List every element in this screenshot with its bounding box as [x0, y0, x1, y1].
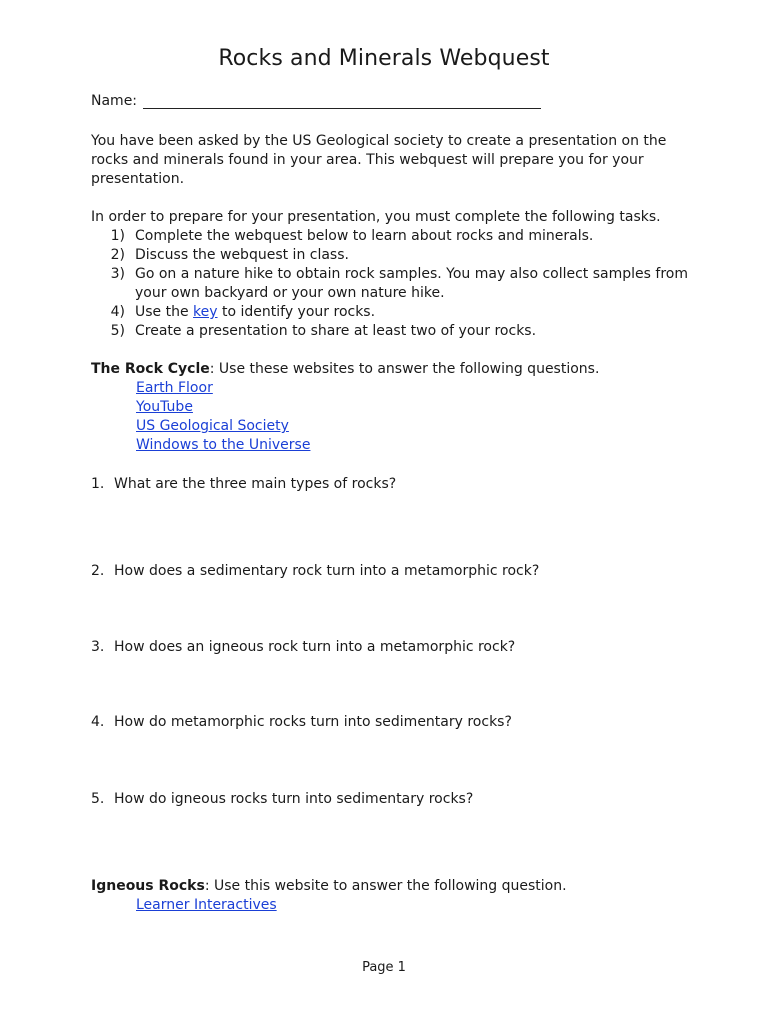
- task-text-after-link: to identify your rocks.: [217, 304, 376, 320]
- task-number: 4): [110, 304, 125, 320]
- task-text: Discuss the webquest in class.: [135, 247, 349, 263]
- question-text: How does a sedimentary rock turn into a metamorphic rock?: [114, 563, 540, 579]
- rock-cycle-link-list: [136, 379, 310, 455]
- question-number: 4.: [91, 714, 105, 730]
- question-number: 5.: [91, 791, 105, 807]
- task-text: Create a presentation to share at least two of your rocks.: [135, 323, 537, 339]
- task-item: [91, 265, 691, 303]
- tasks-intro: In order to prepare for your presentation, you must complete the following tasks.: [91, 209, 661, 225]
- igneous-link-list: [136, 896, 277, 915]
- page-title: Rocks and Minerals Webquest: [218, 46, 550, 71]
- task-text-before-link: Use the: [135, 304, 194, 320]
- name-label: Name:: [91, 93, 138, 109]
- task-number: 3): [110, 266, 125, 282]
- earth-floor-link[interactable]: Earth Floor: [136, 380, 213, 396]
- task-text: Go on a nature hike to obtain rock samples. You may also collect samples from your own backyard or your own nature hike.: [135, 266, 688, 301]
- task-list: [91, 227, 691, 341]
- page-number: Page 1: [362, 960, 406, 975]
- question-text: How do metamorphic rocks turn into sedimentary rocks?: [114, 714, 512, 730]
- task-item: [91, 322, 691, 341]
- question-number: 2.: [91, 563, 105, 579]
- task-item: [91, 227, 691, 246]
- igneous-heading-row: [91, 877, 711, 896]
- question-text: What are the three main types of rocks?: [114, 476, 397, 492]
- name-row: [91, 93, 541, 109]
- task-text: [135, 303, 691, 322]
- rock-cycle-heading-row: [91, 360, 711, 379]
- key-link[interactable]: key: [193, 304, 218, 320]
- learner-interactives-link[interactable]: Learner Interactives: [136, 897, 277, 913]
- question-5: [91, 790, 711, 809]
- question-3: [91, 638, 711, 657]
- igneous-heading: Igneous Rocks: [91, 878, 205, 894]
- question-number: 1.: [91, 476, 105, 492]
- youtube-link[interactable]: YouTube: [136, 399, 193, 415]
- task-item: [91, 246, 691, 265]
- question-4: [91, 713, 711, 732]
- intro-paragraph: You have been asked by the US Geological society to create a presentation on the rocks and minerals found in your area. This webquest will prepare you for your presentation.: [91, 133, 667, 187]
- task-number: 2): [110, 247, 125, 263]
- rock-cycle-heading: The Rock Cycle: [91, 361, 210, 377]
- question-2: [91, 562, 711, 581]
- task-text: Complete the webquest below to learn about rocks and minerals.: [135, 228, 594, 244]
- windows-to-the-universe-link[interactable]: Windows to the Universe: [136, 437, 311, 453]
- task-item: [91, 303, 691, 322]
- task-number: 5): [110, 323, 125, 339]
- question-text: How do igneous rocks turn into sedimentary rocks?: [114, 791, 474, 807]
- question-text: How does an igneous rock turn into a metamorphic rock?: [114, 639, 516, 655]
- rock-cycle-instruction: : Use these websites to answer the following questions.: [209, 361, 600, 377]
- us-geological-society-link[interactable]: US Geological Society: [136, 418, 289, 434]
- igneous-instruction: : Use this website to answer the following question.: [204, 878, 567, 894]
- question-1: [91, 475, 711, 494]
- name-blank-line[interactable]: [143, 94, 541, 109]
- task-number: 1): [110, 228, 125, 244]
- question-number: 3.: [91, 639, 105, 655]
